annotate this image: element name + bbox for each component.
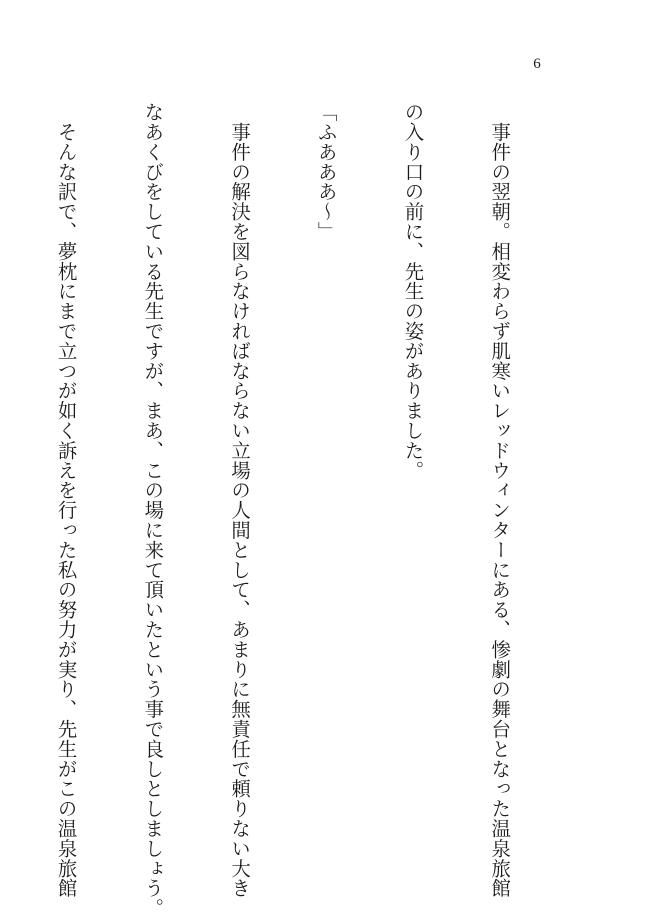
- page-number: 6: [533, 56, 541, 72]
- text-line: そんな訳で、夢枕にまで立つが如く訴えを行った私の努力が実り、先生がこの温泉旅館: [54, 102, 78, 898]
- text-line: 事件の解決を図らなければならない立場の人間として、あまりに無責任で頼りない大き: [228, 102, 252, 898]
- text-line: の入り口の前に、先生の姿がありました。: [401, 102, 425, 481]
- text-line: 事件の翌朝。相変わらず肌寒いレッドウィンターにある、惨劇の舞台となった温泉旅館: [488, 102, 512, 898]
- novel-text-body: [0, 102, 571, 918]
- text-line: なあくびをしている先生ですが、まあ、この場に来て頂いたという事で良しとしましょう。: [141, 102, 165, 918]
- text-line: 「ふあああ～」: [314, 102, 338, 242]
